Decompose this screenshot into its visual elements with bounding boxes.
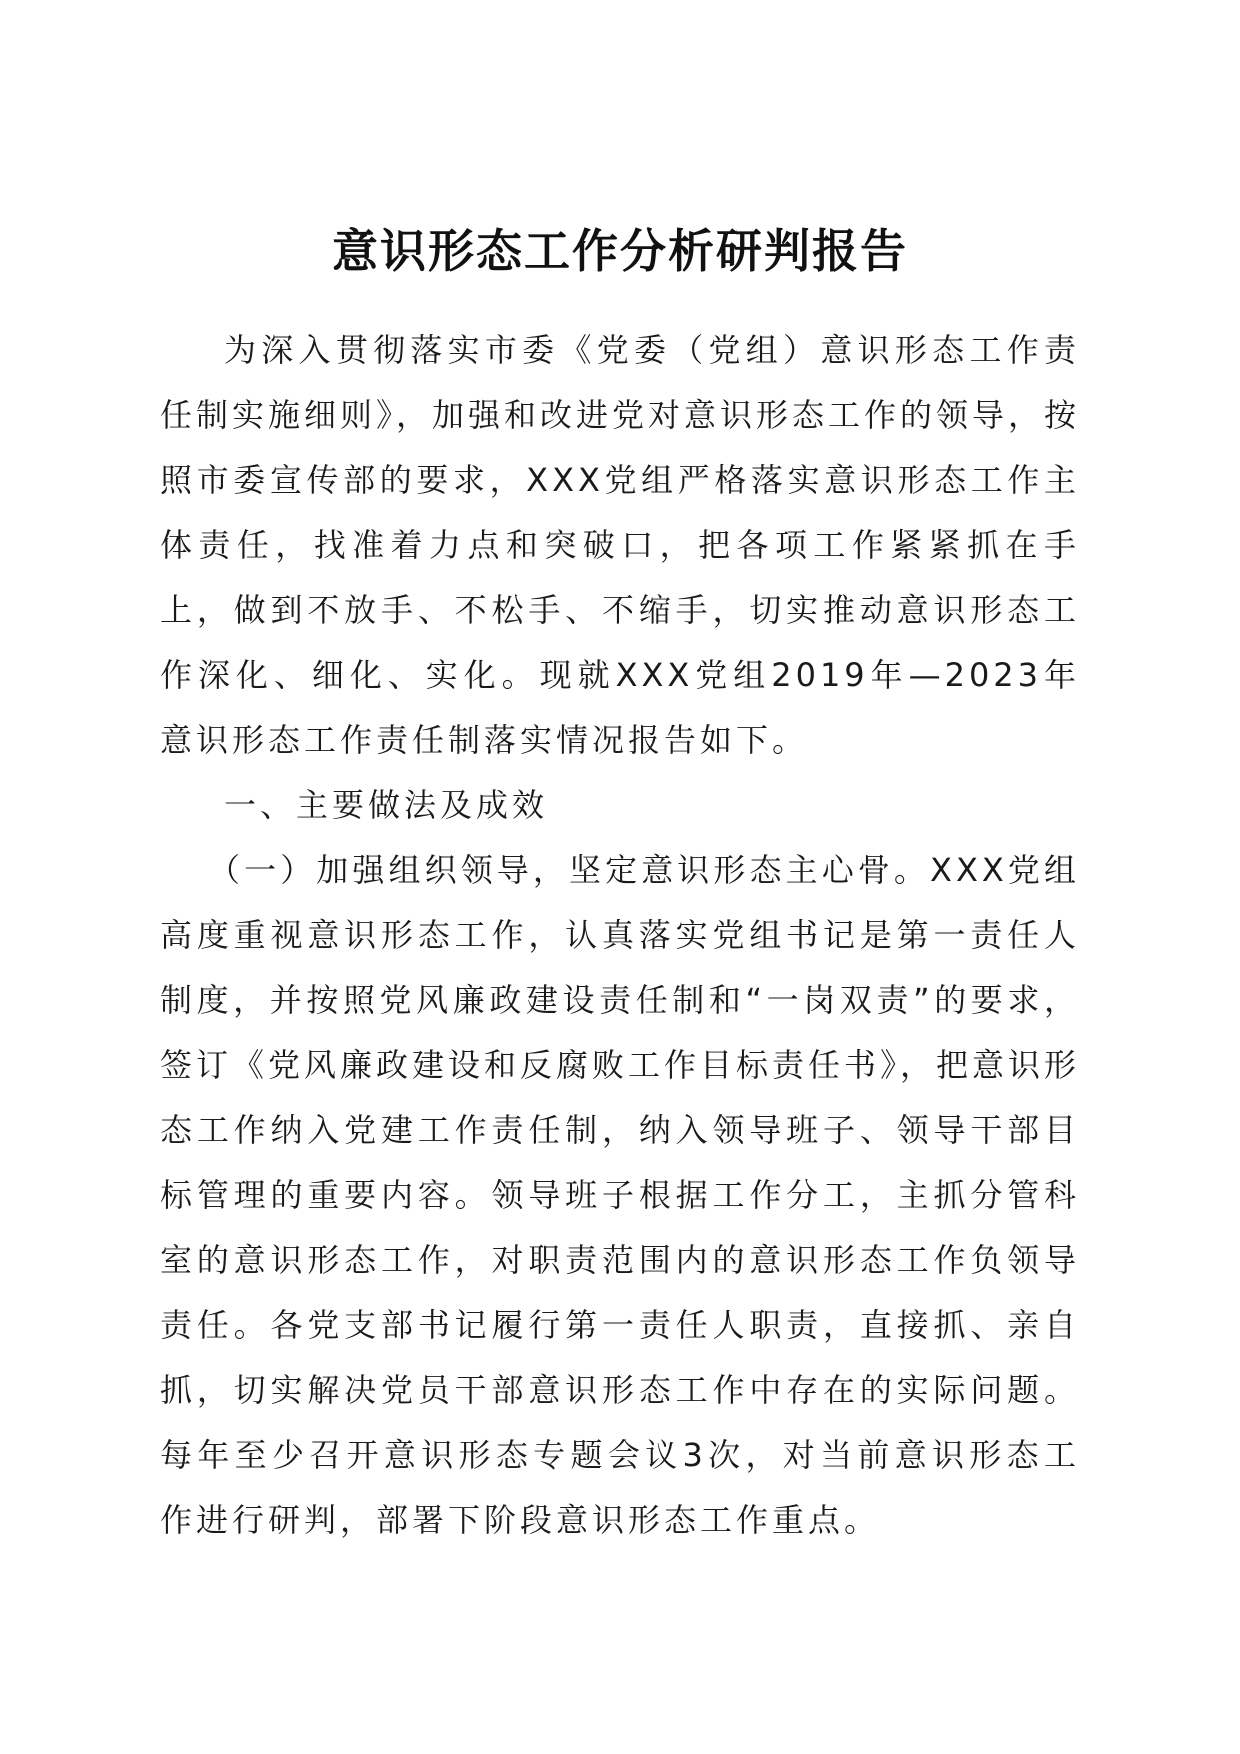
document-body	[160, 318, 1080, 1553]
section-heading-1: 一、主要做法及成效	[224, 786, 549, 824]
intro-paragraph: 为深入贯彻落实市委《党委（党组）意识形态工作责任制实施细则》，加强和改进党对意识形态工作的领导，按照市委宣传部的要求，XXX党组严格落实意识形态工作主体责任，找准着力点和突破口，把各项工作紧紧抓在手上，做到不放手、不松手、不缩手，切实推动意识形态工作深化、细化、实化。现就XXX党组2019年—2023年意识形态工作责任制落实情况报告如下。	[160, 331, 1081, 759]
document-title: 意识形态工作分析研判报告	[332, 224, 908, 278]
section-1-paragraph-1: （一）加强组织领导，坚定意识形态主心骨。XXX党组高度重视意识形态工作，认真落实党组书记是第一责任人制度，并按照党风廉政建设责任制和“一岗双责”的要求，签订《党风廉政建设和反腐败工作目标责任书》，把意识形态工作纳入党建工作责任制，纳入领导班子、领导干部目标管理的重要内容。领导班子根据工作分工，主抓分管科室的意识形态工作，对职责范围内的意识形态工作负领导责任。各党支部书记履行第一责任人职责，直接抓、亲自抓，切实解决党员干部意识形态工作中存在的实际问题。每年至少召开意识形态专题会议3次，对当前意识形态工作进行研判，部署下阶段意识形态工作重点。	[160, 851, 1081, 1539]
